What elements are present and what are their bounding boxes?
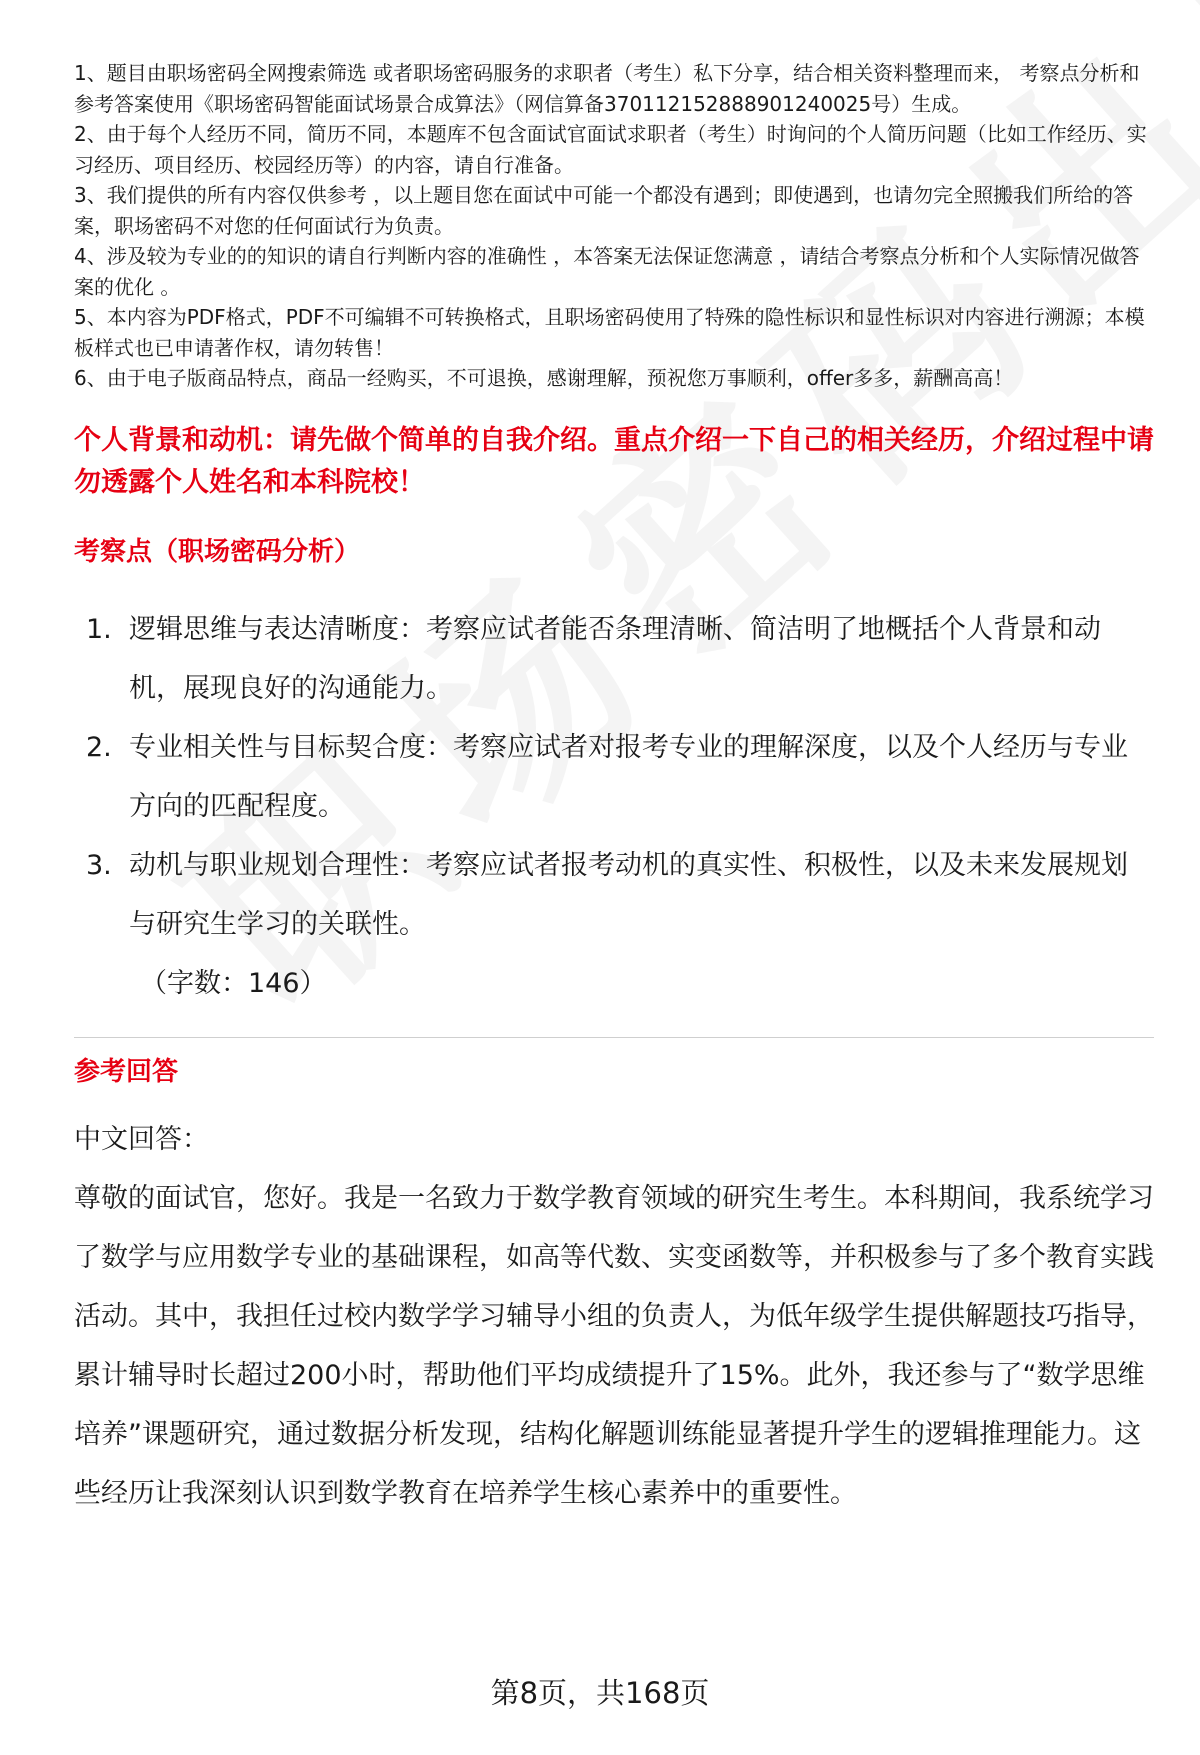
point-item bbox=[74, 718, 1154, 836]
point-number: 3. bbox=[86, 849, 112, 881]
notice-item: 5、本内容为PDF格式，PDF不可编辑不可转换格式，且职场密码使用了特殊的隐性标识和显性标识对内容进行溯源；本模板样式也已申请著作权，请勿转售！ bbox=[74, 305, 1145, 360]
points-list bbox=[74, 600, 1154, 954]
notice-item: 1、题目由职场密码全网搜索筛选 或者职场密码服务的求职者（考生）私下分享，结合相关资料整理而来， 考察点分析和参考答案使用《职场密码智能面试场景合成算法》（网信算备370112152888901240025号）生成。 bbox=[74, 61, 1140, 116]
answer-label: 中文回答： bbox=[74, 1123, 209, 1155]
notice-list bbox=[74, 58, 1154, 394]
point-text: 逻辑思维与表达清晰度：考察应试者能否条理清晰、简洁明了地概括个人背景和动机，展现良好的沟通能力。 bbox=[129, 613, 1101, 704]
answer-block bbox=[74, 1110, 1154, 1523]
page-number: 第8页，共168页 bbox=[490, 1676, 710, 1710]
notice-item: 4、涉及较为专业的的知识的请自行判断内容的准确性 ，本答案无法保证您满意 ，请结合考察点分析和个人实际情况做答案的优化 。 bbox=[74, 244, 1140, 299]
point-text: 动机与职业规划合理性：考察应试者报考动机的真实性、积极性，以及未来发展规划与研究生学习的关联性。 bbox=[129, 849, 1128, 940]
point-number: 2. bbox=[86, 731, 112, 763]
interview-question: 个人背景和动机：请先做个简单的自我介绍。重点介绍一下自己的相关经历，介绍过程中请勿透露个人姓名和本科院校！ bbox=[74, 424, 1154, 498]
notice-item: 6、由于电子版商品特点，商品一经购买，不可退换，感谢理解，预祝您万事顺利，offer多多，薪酬高高！ bbox=[74, 366, 1014, 390]
point-item bbox=[74, 836, 1154, 954]
point-text: 专业相关性与目标契合度：考察应试者对报考专业的理解深度，以及个人经历与专业方向的匹配程度。 bbox=[129, 731, 1128, 822]
page-content bbox=[74, 58, 1154, 1523]
point-number: 1. bbox=[86, 613, 112, 645]
answer-text: 尊敬的面试官，您好。我是一名致力于数学教育领域的研究生考生。本科期间，我系统学习了数学与应用数学专业的基础课程，如高等代数、实变函数等，并积极参与了多个教育实践活动。其中，我担任过校内数学学习辅导小组的负责人，为低年级学生提供解题技巧指导，累计辅导时长超过200小时，帮助他们平均成绩提升了15%。此外，我还参与了“数学思维培养”课题研究，通过数据分析发现，结构化解题训练能显著提升学生的逻辑推理能力。这些经历让我深刻认识到数学教育在培养学生核心素养中的重要性。 bbox=[74, 1182, 1154, 1509]
point-item bbox=[74, 600, 1154, 718]
points-section-title: 考察点（职场密码分析） bbox=[74, 536, 361, 567]
notice-item: 2、由于每个人经历不同，简历不同，本题库不包含面试官面试求职者（考生）时询问的个人简历问题（比如工作经历、实习经历、项目经历、校园经历等）的内容，请自行准备。 bbox=[74, 122, 1147, 177]
notice-item: 3、我们提供的所有内容仅供参考 ，以上题目您在面试中可能一个都没有遇到；即使遇到，也请勿完全照搬我们所给的答案，职场密码不对您的任何面试行为负责。 bbox=[74, 183, 1134, 238]
answer-section-title: 参考回答 bbox=[74, 1056, 179, 1087]
word-count: （字数：146） bbox=[140, 967, 327, 999]
section-divider bbox=[74, 1037, 1154, 1038]
